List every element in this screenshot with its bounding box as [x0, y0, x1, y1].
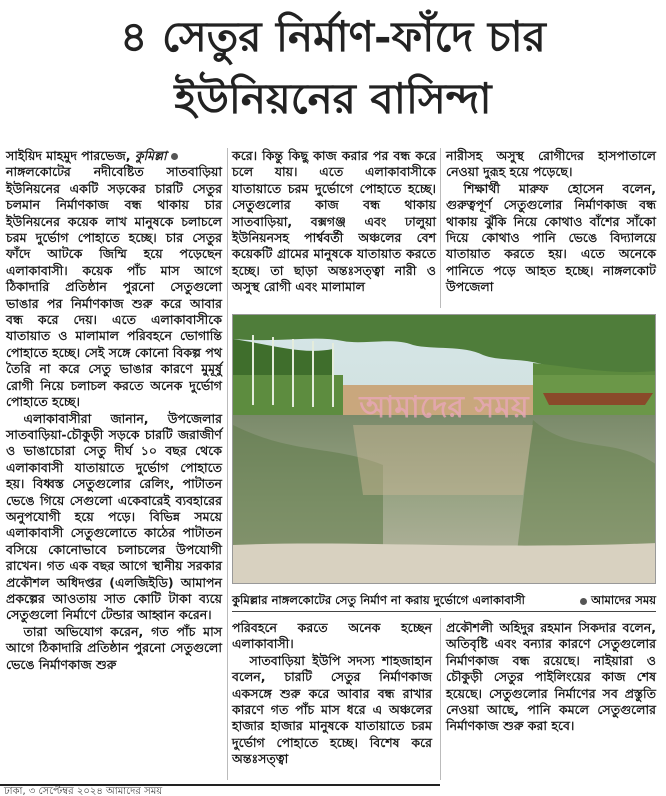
paragraph: প্রকৌশলী অহিদুর রহমান সিকদার বলেন, অতিবৃষ্টি এবং বন্যার কারণে সেতুগুলোর নির্মাণকাজ বন্ধ রয়েছে। নাইয়ারা ও চৌকুড়ী সেতুর পাইলিংয়ের কাজ শেষ হয়েছে। সেতুগুলোর নির্মাণের সব প্রস্তুতি নেওয়া আছে, পানি কমলে সেতুগুলোর নির্মাণকাজ শুরু করা হবে। [446, 620, 656, 734]
footer-strip [0, 784, 440, 796]
article-column-2 [232, 148, 436, 296]
paragraph: তারা অভিযোগ করেন, গত পাঁচ মাস আগে ঠিকাদারি প্রতিষ্ঠান পুরনো সেতুগুলো ভেঙে নির্মাণকাজ শুরু [6, 623, 222, 672]
headline [20, 6, 646, 144]
caption-rule [232, 611, 656, 612]
bullet-dot-icon [171, 153, 178, 160]
bullet-dot-icon [580, 598, 587, 605]
caption-source-label: আমাদের সময় [591, 592, 656, 607]
byline [6, 148, 222, 164]
paragraph: নাঙ্গলকোটের নদীবেষ্টিত সাতবাড়িয়া ইউনিয়নের একটি সড়কের চারটি সেতুর চলমান নির্মাণকাজ বন্ধ থাকায় চার ইউনিয়নের কয়েক লাখ মানুষকে চলাচলে চরম দুর্ভোগ পোহাতে হচ্ছে। চার সেতুর ফাঁদে আটকে জিম্মি হয়ে পড়েছেন এলাকাবাসী। কয়েক পাঁচ মাস আগে ঠিকাদারি প্রতিষ্ঠান পুরনো সেতুগুলো ভাঙার পর নির্মাণকাজ শুরু করে আবার বন্ধ করে দেয়। এতে এলাকাবাসীকে যাতায়াত ও মালামাল পরিবহনে ভোগান্তি পোহাতে হচ্ছে। সেই সঙ্গে কোনো বিকল্প পথ তৈরি না করে সেতু ভাঙার কারণে মুমূর্ষু রোগী নিয়ে চলাচল করতে অনেক দুর্ভোগ পোহাতে হচ্ছে। [6, 164, 222, 410]
column-divider [440, 618, 441, 780]
caption-text: কুমিল্লার নাঙ্গলকোটের সেতু নির্মাণ না করায় দুর্ভোগে এলাকাবাসী [232, 592, 525, 607]
paragraph: পরিবহনে করতে অনেক হচ্ছেন এলাকাবাসী। [232, 620, 432, 652]
paragraph: নারীসহ অসুস্থ রোগীদের হাসপাতালে নেওয়া দুরূহ হয়ে পড়েছে। [446, 148, 656, 180]
footer-text: ঢাকা, ৩ সেপ্টেম্বর ২০২৪ আমাদের সময় [4, 786, 163, 796]
flooded-road-photo [233, 315, 656, 584]
headline-line-2: ইউনিয়নের বাসিন্দা [174, 74, 492, 123]
article-column-3-lower [446, 620, 656, 735]
headline-line-1: ৪ সেতুর নির্মাণ-ফাঁদে চার [120, 12, 546, 61]
byline-author: সাইয়িদ মাহমুদ পারভেজ, [6, 148, 131, 163]
paragraph: এলাকাবাসীরা জানান, উপজেলার সাতবাড়িয়া-চৌকুড়ী সড়কে চারটি জরাজীর্ণ ও ভাঙাচোরা সেতু দীর্ঘ ১০ বছর থেকে এলাকাবাসী যাতায়াতে দুর্ভোগ পোহাতে হয়। বিধ্বস্ত সেতুগুলোর রেলিং, পাটাতন ভেঙে গিয়ে সেগুলো একেবারেই ব্যবহারের অনুপযোগী হয়ে পড়ে। বিভিন্ন সময়ে এলাকাবাসী সেতুগুলোতে কাঠের পাটাতন বসিয়ে কোনোভাবে চলাচলের উপযোগী রাখেন। গত এক বছর আগে স্থানীয় সরকার প্রকৌশল অধিদপ্তর (এলজিইডি) আমাপন প্রকল্পের আওতায় সাত কোটি টাকা ব্যয়ে সেতুগুলো নির্মাণে টেন্ডার আহ্বান করেন। [6, 410, 222, 623]
article-column-1 [6, 148, 222, 673]
column-divider [227, 148, 228, 780]
caption-source [576, 592, 656, 611]
photo-caption [232, 592, 656, 610]
paragraph: করে। কিন্তু কিছু কাজ করার পর বন্ধ করে চলে যায়। এতে এলাকাবাসীকে যাতায়াতে চরম দুর্ভোগে পোহাতে হচ্ছে। সেতুগুলোর কাজ বন্ধ থাকায় সাতবাড়িয়া, বক্সগঞ্জ এবং ঢালুয়া ইউনিয়নসহ পার্শ্ববর্তী অঞ্চলের বেশ কয়েকটি গ্রামের মানুষকে যাতায়াত করতে হচ্ছে। তা ছাড়া অন্তঃসত্ত্বা নারী ও অসুস্থ রোগী এবং মালামাল [232, 148, 436, 295]
paragraph: শিক্ষার্থী মারুফ হোসেন বলেন, গুরুত্বপূর্ণ সেতুগুলোর নির্মাণকাজ বন্ধ থাকায় ঝুঁকি নিয়ে কোথাও বাঁশের সাঁকো দিয়ে কোথাও পানি ভেঙে বিদ্যালয়ে যাতায়াত করতে হয়। এতে অনেকে পানিতে পড়ে আহত হচ্ছে। নাঙ্গলকোট উপজেলা [446, 180, 656, 295]
photo-watermark: আমাদের সময় [359, 390, 529, 425]
article-column-3 [446, 148, 656, 296]
news-photo [232, 314, 656, 584]
article-column-2-lower [232, 620, 432, 768]
paragraph: সাতবাড়িয়া ইউপি সদস্য শাহজাহান বলেন, চারটি সেতুর নির্মাণকাজ একসঙ্গে শুরু করে আবার বন্ধ রাখার কারণে গত পাঁচ মাস ধরে এ অঞ্চলের হাজার হাজার মানুষকে যাতায়াতে চরম দুর্ভোগ পোহাতে হচ্ছে। বিশেষ করে অন্তঃসত্ত্বা [232, 652, 432, 767]
byline-place: কুমিল্লা [134, 148, 167, 163]
column-divider [440, 148, 441, 308]
